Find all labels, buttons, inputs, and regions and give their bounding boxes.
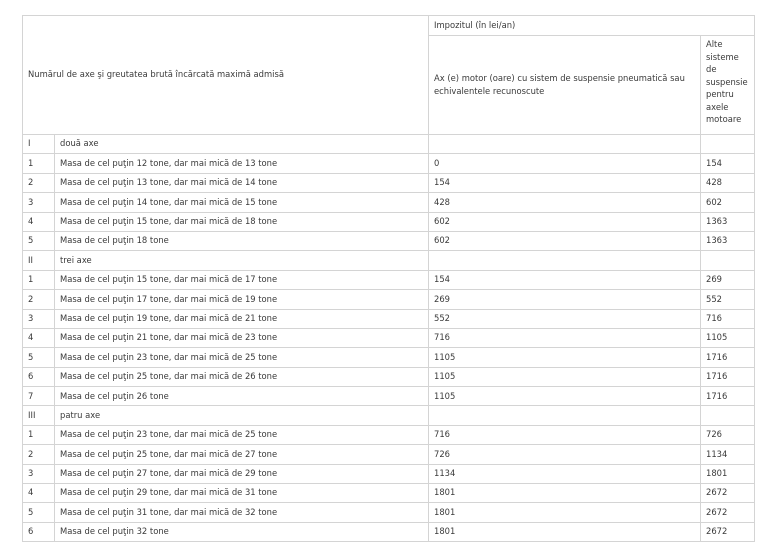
row-number: 5 <box>23 348 55 367</box>
tax-table <box>22 15 755 542</box>
row-number: 4 <box>23 328 55 347</box>
table-row <box>23 173 755 192</box>
tax-other: 552 <box>701 290 755 309</box>
section-row <box>23 251 755 270</box>
section-row <box>23 135 755 154</box>
row-number: 1 <box>23 154 55 173</box>
row-number: 4 <box>23 484 55 503</box>
tax-pneumatic: 716 <box>429 328 701 347</box>
row-number: 2 <box>23 290 55 309</box>
header-corner: Numărul de axe şi greutatea brută încărcată maximă admisă <box>23 16 429 135</box>
row-number: 5 <box>23 231 55 250</box>
table-row <box>23 425 755 444</box>
tax-other: 2672 <box>701 503 755 522</box>
table-row <box>23 154 755 173</box>
table-row <box>23 212 755 231</box>
row-number: 2 <box>23 173 55 192</box>
row-description: Masa de cel puţin 25 tone, dar mai mică de 27 tone <box>55 445 429 464</box>
tax-pneumatic: 1801 <box>429 484 701 503</box>
row-description: Masa de cel puţin 13 tone, dar mai mică de 14 tone <box>55 173 429 192</box>
tax-pneumatic: 1105 <box>429 367 701 386</box>
empty-cell <box>429 251 701 270</box>
tax-other: 2672 <box>701 484 755 503</box>
tax-pneumatic: 552 <box>429 309 701 328</box>
tax-other: 1363 <box>701 231 755 250</box>
row-number: 3 <box>23 464 55 483</box>
row-description: Masa de cel puţin 25 tone, dar mai mică de 26 tone <box>55 367 429 386</box>
row-description: Masa de cel puţin 31 tone, dar mai mică de 32 tone <box>55 503 429 522</box>
header-row-1 <box>23 16 755 36</box>
row-number: 1 <box>23 270 55 289</box>
tax-pneumatic: 1105 <box>429 348 701 367</box>
header-col-other: Alte sisteme de suspensie pentru axele motoare <box>701 36 755 135</box>
tax-other: 1716 <box>701 367 755 386</box>
tax-pneumatic: 154 <box>429 173 701 192</box>
tax-other: 1716 <box>701 348 755 367</box>
tax-other: 1801 <box>701 464 755 483</box>
tax-other: 726 <box>701 425 755 444</box>
row-description: Masa de cel puţin 32 tone <box>55 522 429 541</box>
section-label: două axe <box>55 135 429 154</box>
row-number: 6 <box>23 522 55 541</box>
table-row <box>23 484 755 503</box>
tax-other: 428 <box>701 173 755 192</box>
tax-other: 269 <box>701 270 755 289</box>
tax-other: 1363 <box>701 212 755 231</box>
row-description: Masa de cel puţin 19 tone, dar mai mică de 21 tone <box>55 309 429 328</box>
row-description: Masa de cel puţin 23 tone, dar mai mică de 25 tone <box>55 348 429 367</box>
row-description: Masa de cel puţin 23 tone, dar mai mică de 25 tone <box>55 425 429 444</box>
table-row <box>23 309 755 328</box>
tax-pneumatic: 0 <box>429 154 701 173</box>
row-number: 3 <box>23 193 55 212</box>
row-description: Masa de cel puţin 12 tone, dar mai mică de 13 tone <box>55 154 429 173</box>
row-number: 1 <box>23 425 55 444</box>
tax-other: 1716 <box>701 387 755 406</box>
tax-other: 1105 <box>701 328 755 347</box>
table-row <box>23 464 755 483</box>
row-description: Masa de cel puţin 26 tone <box>55 387 429 406</box>
empty-cell <box>701 406 755 425</box>
row-description: Masa de cel puţin 27 tone, dar mai mică de 29 tone <box>55 464 429 483</box>
row-number: 2 <box>23 445 55 464</box>
table-row <box>23 270 755 289</box>
tax-other: 154 <box>701 154 755 173</box>
tax-other: 602 <box>701 193 755 212</box>
row-number: 4 <box>23 212 55 231</box>
tax-pneumatic: 154 <box>429 270 701 289</box>
row-number: 6 <box>23 367 55 386</box>
section-number: II <box>23 251 55 270</box>
section-row <box>23 406 755 425</box>
section-number: III <box>23 406 55 425</box>
tax-pneumatic: 1105 <box>429 387 701 406</box>
table-row <box>23 193 755 212</box>
row-description: Masa de cel puţin 29 tone, dar mai mică de 31 tone <box>55 484 429 503</box>
tax-pneumatic: 1801 <box>429 522 701 541</box>
section-number: I <box>23 135 55 154</box>
tax-pneumatic: 602 <box>429 212 701 231</box>
row-number: 7 <box>23 387 55 406</box>
row-number: 5 <box>23 503 55 522</box>
row-number: 3 <box>23 309 55 328</box>
row-description: Masa de cel puţin 14 tone, dar mai mică de 15 tone <box>55 193 429 212</box>
table-row <box>23 522 755 541</box>
empty-cell <box>429 406 701 425</box>
empty-cell <box>701 135 755 154</box>
tax-pneumatic: 1134 <box>429 464 701 483</box>
tax-pneumatic: 428 <box>429 193 701 212</box>
empty-cell <box>701 251 755 270</box>
table-row <box>23 348 755 367</box>
row-description: Masa de cel puţin 17 tone, dar mai mică de 19 tone <box>55 290 429 309</box>
tax-pneumatic: 269 <box>429 290 701 309</box>
tax-pneumatic: 726 <box>429 445 701 464</box>
tax-other: 2672 <box>701 522 755 541</box>
header-tax: Impozitul (în lei/an) <box>429 16 755 36</box>
table-row <box>23 367 755 386</box>
tax-other: 716 <box>701 309 755 328</box>
section-label: patru axe <box>55 406 429 425</box>
tax-pneumatic: 1801 <box>429 503 701 522</box>
tax-pneumatic: 602 <box>429 231 701 250</box>
row-description: Masa de cel puţin 18 tone <box>55 231 429 250</box>
table-row <box>23 231 755 250</box>
table-row <box>23 328 755 347</box>
section-label: trei axe <box>55 251 429 270</box>
table-row <box>23 445 755 464</box>
table-row <box>23 290 755 309</box>
header-col-pneumatic: Ax (e) motor (oare) cu sistem de suspensie pneumatică sau echivalentele recunoscute <box>429 36 701 135</box>
tax-table-body <box>23 16 755 542</box>
table-row <box>23 387 755 406</box>
tax-pneumatic: 716 <box>429 425 701 444</box>
tax-other: 1134 <box>701 445 755 464</box>
row-description: Masa de cel puţin 21 tone, dar mai mică de 23 tone <box>55 328 429 347</box>
row-description: Masa de cel puţin 15 tone, dar mai mică de 18 tone <box>55 212 429 231</box>
table-row <box>23 503 755 522</box>
empty-cell <box>429 135 701 154</box>
row-description: Masa de cel puţin 15 tone, dar mai mică de 17 tone <box>55 270 429 289</box>
